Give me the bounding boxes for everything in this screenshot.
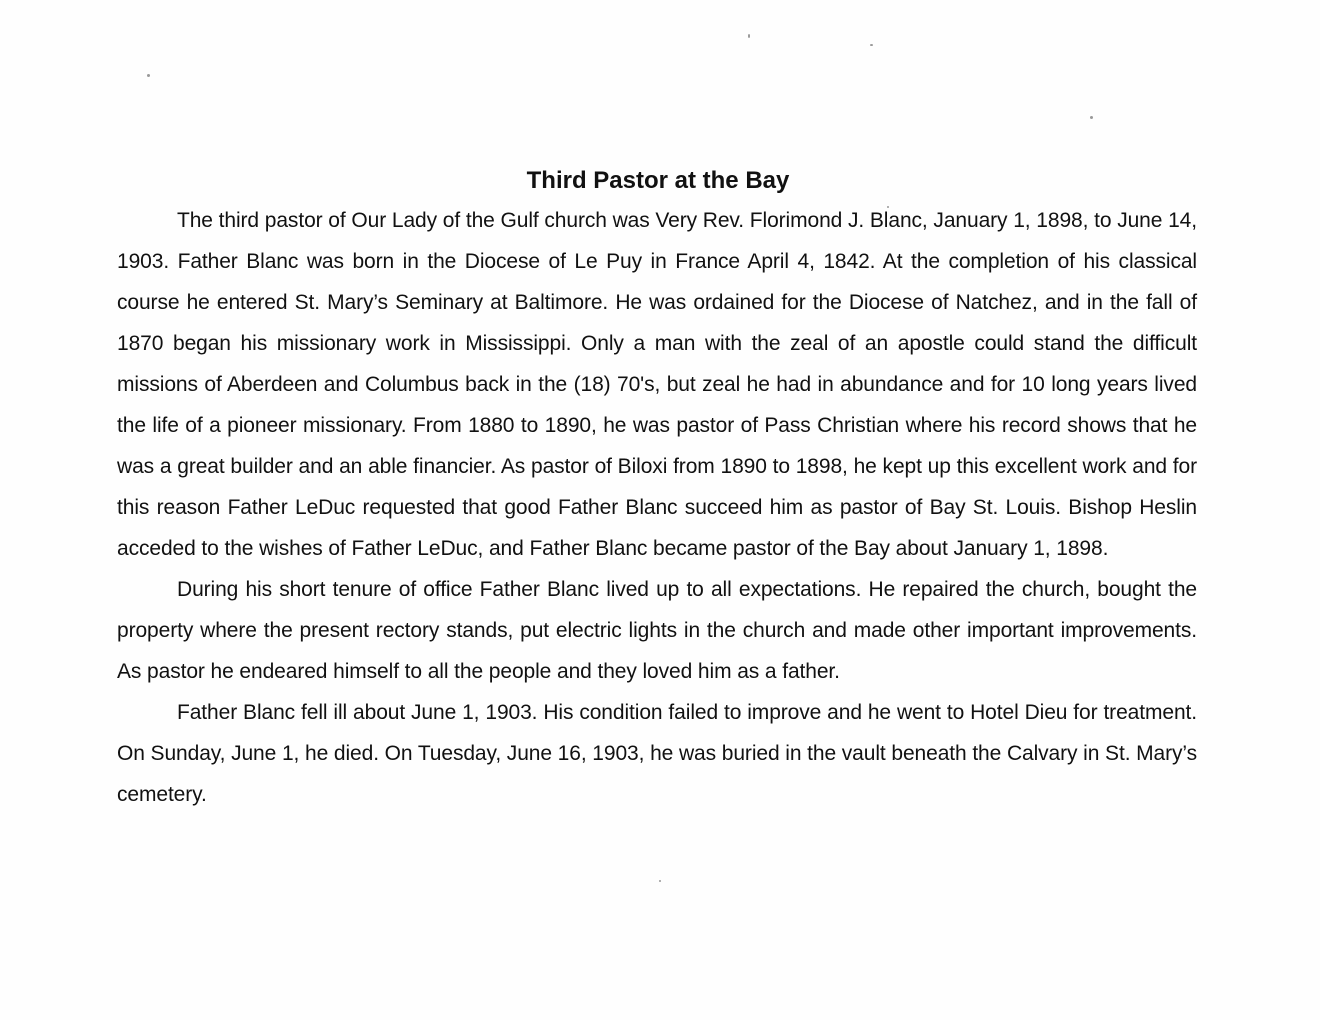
scan-speck — [1090, 116, 1093, 119]
scan-speck — [659, 880, 661, 882]
paragraph-3: Father Blanc fell ill about June 1, 1903. His condition failed to improve and he went to Hotel Dieu for treatment. On Sunday, June 1, he died. On Tuesday, June 16, 1903, he was buried in the vault beneath the Calvary in St. Mary’s cemetery. — [117, 701, 1198, 806]
scan-speck — [870, 44, 873, 46]
paragraph-2: During his short tenure of office Father Blanc lived up to all expectations. He repaired the church, bought the property where the present rectory stands, put electric lights in the church and made other important improvements. As pastor he endeared himself to all the people and they loved him as a father. — [117, 578, 1197, 683]
scan-speck — [147, 74, 150, 77]
paragraph-1: The third pastor of Our Lady of the Gulf church was Very Rev. Florimond J. Blanc, January 1, 1898, to June 14, 1903. Father Blanc was born in the Diocese of Le Puy in France April 4, 1842. At the completion of his classical course he entered St. Mary’s Seminary at Baltimore. He was ordained for the Diocese of Natchez, and in the fall of 1870 began his missionary work in Mississippi. Only a man with the zeal of an apostle could stand the difficult missions of Aberdeen and Columbus back in the (18) 70's, but zeal he had in abundance and for 10 long years lived the life of a pioneer missionary. From 1880 to 1890, he was pastor of Pass Christian where his record shows that he was a great builder and an able financier. As pastor of Biloxi from 1890 to 1898, he kept up this excellent work and for this reason Father LeDuc requested that good Father Blanc succeed him as pastor of Bay St. Louis. Bishop Heslin acceded to the wishes of Father LeDuc, and Father Blanc became pastor of the Bay about January 1, 1898. — [117, 209, 1197, 560]
document-body — [117, 164, 1197, 815]
document-title: Third Pastor at the Bay — [526, 167, 790, 194]
scan-speck — [748, 34, 750, 38]
